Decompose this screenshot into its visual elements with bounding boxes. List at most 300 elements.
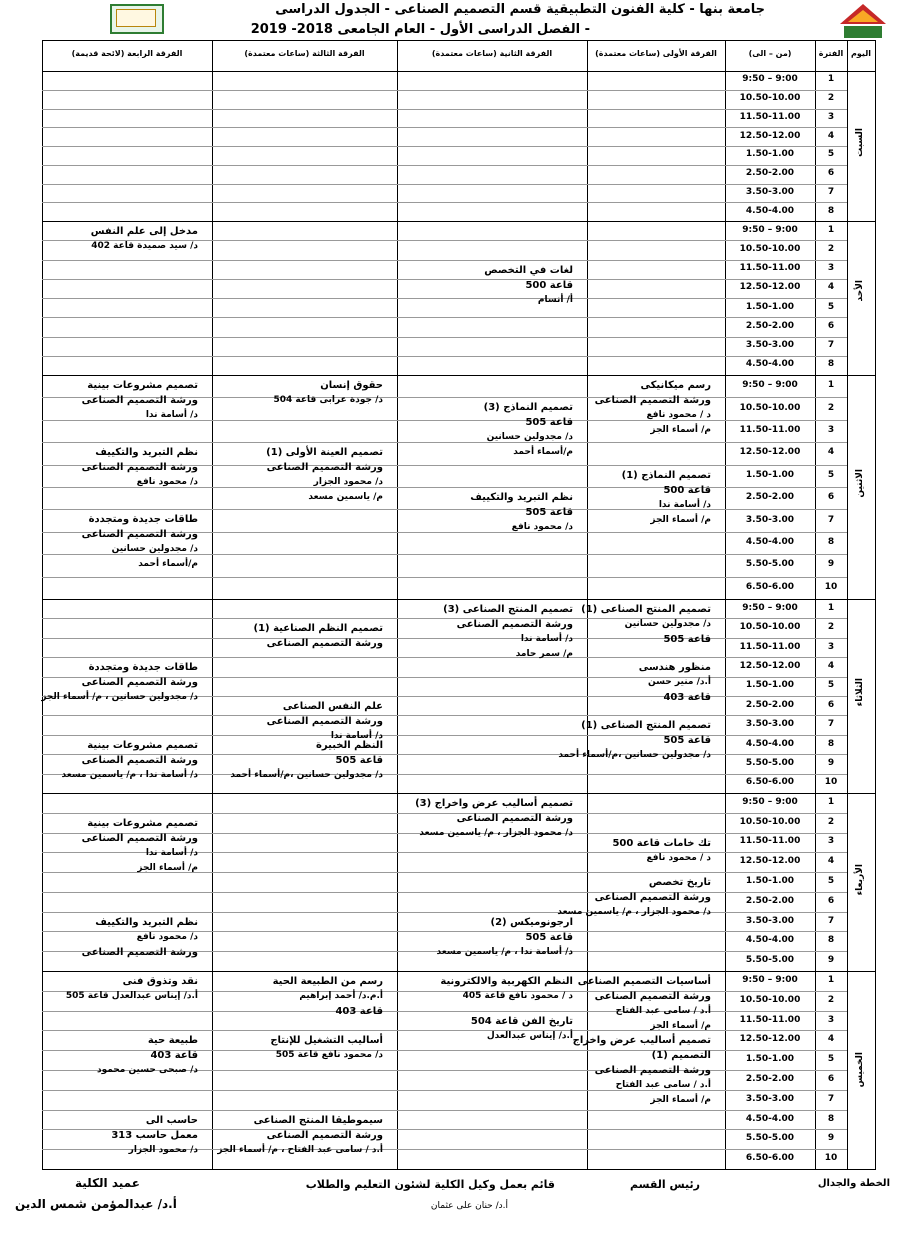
time-range: 4.50-4.00 [745, 738, 795, 749]
course-line: د/ صبحى حسين محمود [96, 1065, 198, 1076]
row-divider [42, 356, 212, 357]
row-divider [212, 260, 397, 261]
row-divider [212, 577, 397, 578]
day-border [42, 375, 876, 376]
row-divider [212, 127, 397, 128]
period-number: 6 [827, 699, 835, 710]
footer-dean-title: عميد الكلية [75, 1176, 140, 1190]
row-divider [42, 279, 212, 280]
period-number: 3 [827, 111, 835, 122]
row-divider [42, 317, 212, 318]
row-divider [587, 813, 725, 814]
time-range: 5.50-5.00 [745, 1133, 795, 1144]
course-line: قاعة 500 [663, 484, 711, 496]
row-divider [587, 1149, 725, 1150]
row-divider [587, 465, 725, 466]
row-divider [587, 337, 725, 338]
period-number: 3 [827, 1014, 835, 1025]
course-line: قاعة 500 [525, 279, 573, 291]
row-divider [725, 127, 847, 128]
course-block [82, 512, 198, 572]
course-line: قاعة 505 [663, 634, 711, 645]
course-line: قاعة 403 [150, 1050, 198, 1062]
course-line: قاعة 505 [525, 417, 573, 429]
row-divider [725, 754, 847, 755]
period-number: 7 [827, 340, 835, 351]
row-divider [212, 618, 397, 619]
row-divider [587, 109, 725, 110]
course-line: أساسيات التصميم الصناعى [577, 976, 711, 987]
course-block [577, 974, 711, 1034]
row-divider [42, 298, 212, 299]
row-divider [397, 715, 587, 716]
period-number: 8 [827, 935, 835, 946]
row-divider [397, 165, 587, 166]
time-range: 3.50-3.00 [745, 1093, 795, 1104]
day-label: الثلاثاء [855, 678, 865, 707]
course-line: ورشة التصميم الصناعى [456, 813, 573, 824]
course-line: أ.د / سامى عبد الفتاح [615, 1080, 711, 1091]
row-divider [397, 554, 587, 555]
course-block [41, 660, 198, 705]
time-range: 4.50-4.00 [745, 1113, 795, 1124]
time-range: 12.50-12.00 [739, 130, 801, 141]
row-divider [212, 165, 397, 166]
course-line: تصميم المنتج الصناعى (1) [581, 720, 711, 732]
course-line: ورشة التصميم الصناعى [266, 638, 383, 650]
row-divider [42, 1090, 212, 1091]
row-divider [397, 577, 587, 578]
course-line: مدخل إلى علم النفس [90, 226, 198, 237]
row-divider [725, 852, 847, 853]
row-divider [397, 774, 587, 775]
course-line: تصميم مشروعات بينية [87, 380, 198, 391]
course-block [558, 718, 711, 763]
row-divider [397, 397, 587, 398]
header-bottom-border [42, 71, 876, 72]
course-block [230, 738, 383, 783]
row-divider [725, 298, 847, 299]
row-divider [397, 146, 587, 147]
time-range: 12.50-12.00 [739, 856, 801, 867]
period-number: 8 [827, 738, 835, 749]
period-number: 2 [827, 994, 835, 1005]
column-header-year1: الفرقة الأولى (ساعات معتمدة) [595, 49, 717, 58]
course-line: تصميم مشروعات بينية [87, 739, 198, 751]
time-range: 12.50-12.00 [739, 1034, 801, 1045]
period-number: 2 [827, 243, 835, 254]
time-range: 4.50-4.00 [745, 537, 795, 547]
course-line: حاسب الى [145, 1114, 198, 1126]
row-divider [212, 356, 397, 357]
row-divider [42, 184, 212, 185]
course-line: طبيعة حية [147, 1035, 198, 1047]
period-number: 7 [827, 915, 835, 926]
course-line: قاعة 505 [335, 754, 383, 766]
course-line: د/ جودة عرابى قاعة 504 [273, 395, 383, 405]
time-range: 10.50-10.00 [739, 994, 801, 1005]
course-line: ارجونوميكس (2) [490, 916, 573, 928]
time-range: 2.50-2.00 [745, 492, 795, 503]
course-line: نظم التبريد والتكييف [95, 447, 198, 459]
course-line: طاقات جديدة ومتجددة [88, 662, 198, 674]
row-divider [397, 260, 587, 261]
row-divider [725, 638, 847, 639]
course-line: نظم التبريد والتكييف [95, 916, 198, 928]
time-range: 3.50-3.00 [745, 719, 795, 730]
period-number: 7 [827, 1093, 835, 1104]
row-divider [42, 1011, 212, 1012]
course-line: تاريخ تخصص [648, 877, 711, 889]
course-line: تاريخ الفن قاعة 504 [470, 1015, 573, 1027]
day-label: الاثنين [855, 469, 865, 498]
row-divider [587, 442, 725, 443]
course-line: أ.د/ إيناس عبدالعدل قاعة 505 [65, 991, 198, 1001]
course-line: ورشة التصميم الصناعى [456, 619, 573, 630]
column-border [875, 40, 876, 1169]
course-line: تصميم النماذج (3) [483, 402, 573, 414]
time-range: 9:50 – 9:00 [742, 974, 798, 985]
row-divider [725, 735, 847, 736]
row-divider [42, 442, 212, 443]
row-divider [725, 420, 847, 421]
row-divider [42, 509, 212, 510]
course-line: د/ محمود الجزار [128, 1144, 198, 1155]
course-line: لغات في التخصص [484, 264, 573, 276]
row-divider [212, 696, 397, 697]
course-line: سيموطيقا المنتج الصناعى [253, 1114, 383, 1126]
course-line: د/ سيد صميدة قاعة 402 [91, 241, 198, 251]
row-divider [725, 1110, 847, 1111]
row-divider [725, 677, 847, 678]
course-line: د/ محمود نافع قاعة 505 [275, 1050, 383, 1061]
course-block [595, 378, 711, 438]
row-divider [397, 1050, 587, 1051]
course-line: حقوق إنسان [320, 380, 383, 391]
time-range: 10.50-10.00 [739, 93, 801, 104]
row-divider [212, 279, 397, 280]
row-divider [725, 532, 847, 533]
course-line: النظم الخبيرة [315, 739, 383, 751]
time-range: 3.50-3.00 [745, 915, 795, 926]
row-divider [725, 184, 847, 185]
time-range: 3.50-3.00 [745, 514, 795, 525]
course-line: د/ محمود الجزار ، م/ ياسمين مسعد [419, 828, 573, 838]
day-border [42, 971, 876, 972]
row-divider [397, 127, 587, 128]
course-line: ورشة التصميم الصناعى [81, 462, 198, 474]
row-divider [212, 202, 397, 203]
row-divider [725, 202, 847, 203]
time-range: 1.50-1.00 [745, 149, 795, 160]
course-block [572, 1033, 711, 1108]
row-divider [725, 715, 847, 716]
row-divider [725, 813, 847, 814]
column-header-year4: الفرقة الرابعة (لائحة قديمة) [71, 49, 183, 58]
course-block [91, 224, 198, 254]
row-divider [397, 337, 587, 338]
course-line: أ.د / سامى عبد الفتاح [615, 1006, 711, 1016]
course-line: تصميم العينة الأولى (1) [266, 447, 383, 459]
course-line: ورشة التصميم الصناعى [81, 946, 198, 958]
course-block [82, 445, 198, 490]
period-number: 8 [827, 537, 835, 547]
period-number: 2 [827, 816, 835, 827]
course-line: تصميم النماذج (1) [621, 469, 711, 481]
row-divider [212, 298, 397, 299]
course-line: قاعة 505 [525, 931, 573, 943]
period-number: 9 [827, 757, 835, 768]
row-divider [42, 577, 212, 578]
course-line: منظور هندسى [638, 662, 711, 674]
course-line: ورشة التصميم الصناعى [81, 677, 198, 689]
column-header-year2: الفرقة الثانية (ساعات معتمدة) [431, 49, 553, 58]
course-block [437, 915, 573, 960]
course-block [440, 974, 573, 1004]
course-line: د/ مجدولين حسانين ،م/أسماء أحمد [230, 769, 383, 780]
row-divider [397, 1110, 587, 1111]
period-number: 3 [827, 263, 835, 274]
row-divider [725, 487, 847, 488]
time-range: 11.50-11.00 [739, 111, 801, 122]
period-number: 4 [827, 1034, 835, 1045]
row-divider [587, 715, 725, 716]
course-line: د/ أسامة ندا [330, 731, 383, 741]
row-divider [725, 774, 847, 775]
row-divider [725, 465, 847, 466]
period-number: 8 [827, 359, 835, 370]
time-range: 6.50-6.00 [745, 777, 795, 788]
time-range: 6.50-6.00 [745, 1153, 795, 1164]
row-divider [587, 184, 725, 185]
course-line: م/ أسماء الجز [650, 425, 711, 435]
row-divider [725, 912, 847, 913]
period-number: 9 [827, 559, 835, 570]
table-top-border [42, 40, 876, 41]
row-divider [397, 1011, 587, 1012]
course-line: ورشة التصميم الصناعى [594, 395, 711, 406]
row-divider [212, 90, 397, 91]
row-divider [725, 337, 847, 338]
course-block [62, 738, 198, 783]
time-range: 12.50-12.00 [739, 447, 801, 458]
row-divider [42, 735, 212, 736]
course-line: ورشة التصميم الصناعى [81, 832, 198, 844]
course-line: م/ أسماء الجز [650, 1095, 711, 1106]
row-divider [725, 109, 847, 110]
column-header-day: اليوم [851, 49, 871, 58]
row-divider [212, 337, 397, 338]
course-line: نقد وتذوق فنى [122, 976, 198, 987]
row-divider [42, 202, 212, 203]
row-divider [587, 1129, 725, 1130]
row-divider [42, 260, 212, 261]
period-number: 10 [824, 777, 838, 788]
time-range: 12.50-12.00 [739, 660, 801, 671]
day-label: الخميس [855, 1052, 865, 1088]
row-divider [725, 931, 847, 932]
row-divider [725, 146, 847, 147]
row-divider [587, 872, 725, 873]
row-divider [212, 1030, 397, 1031]
row-divider [212, 892, 397, 893]
header-title: جامعة بنها - كلية الفنون التطبيقية قسم التصميم الصناعى - الجدول الدراسى [275, 2, 765, 17]
row-divider [42, 337, 212, 338]
row-divider [587, 1110, 725, 1111]
period-number: 4 [827, 447, 835, 458]
period-number: 4 [827, 660, 835, 671]
time-range: 11.50-11.00 [739, 1014, 801, 1025]
course-line: م/ سمر حامد [515, 649, 573, 659]
course-block [111, 1113, 198, 1158]
time-range: 3.50-3.00 [745, 186, 795, 197]
course-line: د / محمود نافع [646, 852, 711, 863]
row-divider [725, 951, 847, 952]
row-divider [397, 852, 587, 853]
row-divider [212, 554, 397, 555]
course-line: د/ مجدولين حسانين [111, 544, 198, 555]
course-line: ورشة التصميم الصناعى [594, 991, 711, 1002]
period-number: 4 [827, 130, 835, 141]
course-line: قاعة 505 [525, 507, 573, 518]
day-label: الأحد [855, 280, 865, 302]
column-header-year3: الفرقة الثالثة (ساعات معتمدة) [244, 49, 365, 58]
course-line: م/ أسماء الجز [650, 1021, 711, 1031]
period-number: 1 [827, 380, 835, 391]
period-number: 6 [827, 320, 835, 331]
course-block [97, 1033, 198, 1078]
time-range: 11.50-11.00 [739, 425, 801, 435]
row-divider [397, 487, 587, 488]
row-divider [725, 696, 847, 697]
row-divider [587, 657, 725, 658]
row-divider [42, 90, 212, 91]
time-range: 11.50-11.00 [739, 641, 801, 652]
course-block [273, 974, 383, 1019]
time-range: 5.50-5.00 [745, 757, 795, 768]
row-divider [725, 165, 847, 166]
row-divider [587, 279, 725, 280]
course-line: أ.د/ إيناس عبدالعدل [486, 1030, 573, 1041]
row-divider [725, 872, 847, 873]
course-line: د/ مجدولين حسانين ، م/ أسماء الجز [41, 692, 198, 703]
row-divider [397, 892, 587, 893]
time-range: 6.50-6.00 [745, 581, 795, 592]
row-divider [725, 1011, 847, 1012]
row-divider [397, 677, 587, 678]
course-block [581, 602, 711, 647]
row-divider [587, 774, 725, 775]
row-divider [725, 1129, 847, 1130]
row-divider [212, 872, 397, 873]
course-block [82, 378, 198, 423]
time-range: 10.50-10.00 [739, 402, 801, 413]
row-divider [212, 833, 397, 834]
row-divider [212, 532, 397, 533]
period-number: 1 [827, 602, 835, 613]
course-block [82, 816, 198, 876]
period-number: 2 [827, 622, 835, 633]
header-subtitle: - الفصل الدراسى الأول - العام الجامعى 2018- 2019 [250, 22, 590, 37]
course-line: تصميم النظم الصناعية (1) [253, 623, 383, 635]
row-divider [725, 1149, 847, 1150]
course-line: د/ أسامة ندا [520, 634, 573, 644]
course-block [484, 263, 573, 308]
course-block [266, 445, 383, 505]
row-divider [587, 356, 725, 357]
row-divider [725, 509, 847, 510]
time-range: 9:50 – 9:00 [742, 224, 798, 235]
course-line: رسم من الطبيعة الحية [272, 976, 383, 987]
row-divider [587, 90, 725, 91]
footer-plan: الخطة والجدال [817, 1178, 890, 1189]
time-range: 10.50-10.00 [739, 816, 801, 827]
row-divider [725, 1070, 847, 1071]
row-divider [212, 240, 397, 241]
period-number: 10 [824, 581, 838, 592]
footer-dean-name: أ.د/ عبدالمؤمن شمس الدين [15, 1197, 177, 1211]
row-divider [397, 735, 587, 736]
period-number: 5 [827, 876, 835, 886]
row-divider [212, 1090, 397, 1091]
row-divider [587, 165, 725, 166]
course-block [270, 1033, 383, 1063]
course-line: ورشة التصميم الصناعى [81, 529, 198, 541]
time-range: 2.50-2.00 [745, 1073, 795, 1084]
row-divider [725, 618, 847, 619]
time-range: 2.50-2.00 [745, 895, 795, 906]
row-divider [725, 317, 847, 318]
period-number: 8 [827, 205, 835, 216]
row-divider [42, 715, 212, 716]
course-line: د/ مجدولين حسانين ،م/أسماء أحمد [558, 750, 711, 761]
time-range: 2.50-2.00 [745, 320, 795, 331]
course-block [639, 660, 711, 705]
course-line: م/ أسماء الجز [137, 862, 198, 873]
period-number: 2 [827, 402, 835, 413]
schedule-table [42, 40, 875, 1169]
time-range: 2.50-2.00 [745, 699, 795, 710]
row-divider [725, 90, 847, 91]
row-divider [725, 833, 847, 834]
row-divider [42, 813, 212, 814]
period-number: 5 [827, 149, 835, 160]
row-divider [725, 657, 847, 658]
day-label: السبت [855, 128, 865, 157]
row-divider [725, 356, 847, 357]
course-block [622, 468, 711, 528]
course-line: د / محمود نافع [646, 410, 711, 420]
course-line: تصميم مشروعات بينية [87, 817, 198, 829]
row-divider [212, 912, 397, 913]
course-line: د / محمود نافع قاعة 405 [462, 991, 573, 1001]
row-divider [587, 127, 725, 128]
period-number: 10 [824, 1153, 838, 1164]
time-range: 1.50-1.00 [745, 876, 795, 886]
course-line: تصميم المنتج الصناعى (1) [581, 604, 711, 615]
footer-vice-name: أ.د/ حنان على عثمان [430, 1201, 508, 1211]
row-divider [42, 165, 212, 166]
time-range: 4.50-4.00 [745, 935, 795, 946]
row-divider [587, 951, 725, 952]
row-divider [42, 618, 212, 619]
row-divider [212, 420, 397, 421]
row-divider [212, 813, 397, 814]
course-line: د/ محمود الجزار [313, 477, 383, 488]
row-divider [587, 202, 725, 203]
row-divider [42, 1030, 212, 1031]
course-block [274, 378, 384, 408]
